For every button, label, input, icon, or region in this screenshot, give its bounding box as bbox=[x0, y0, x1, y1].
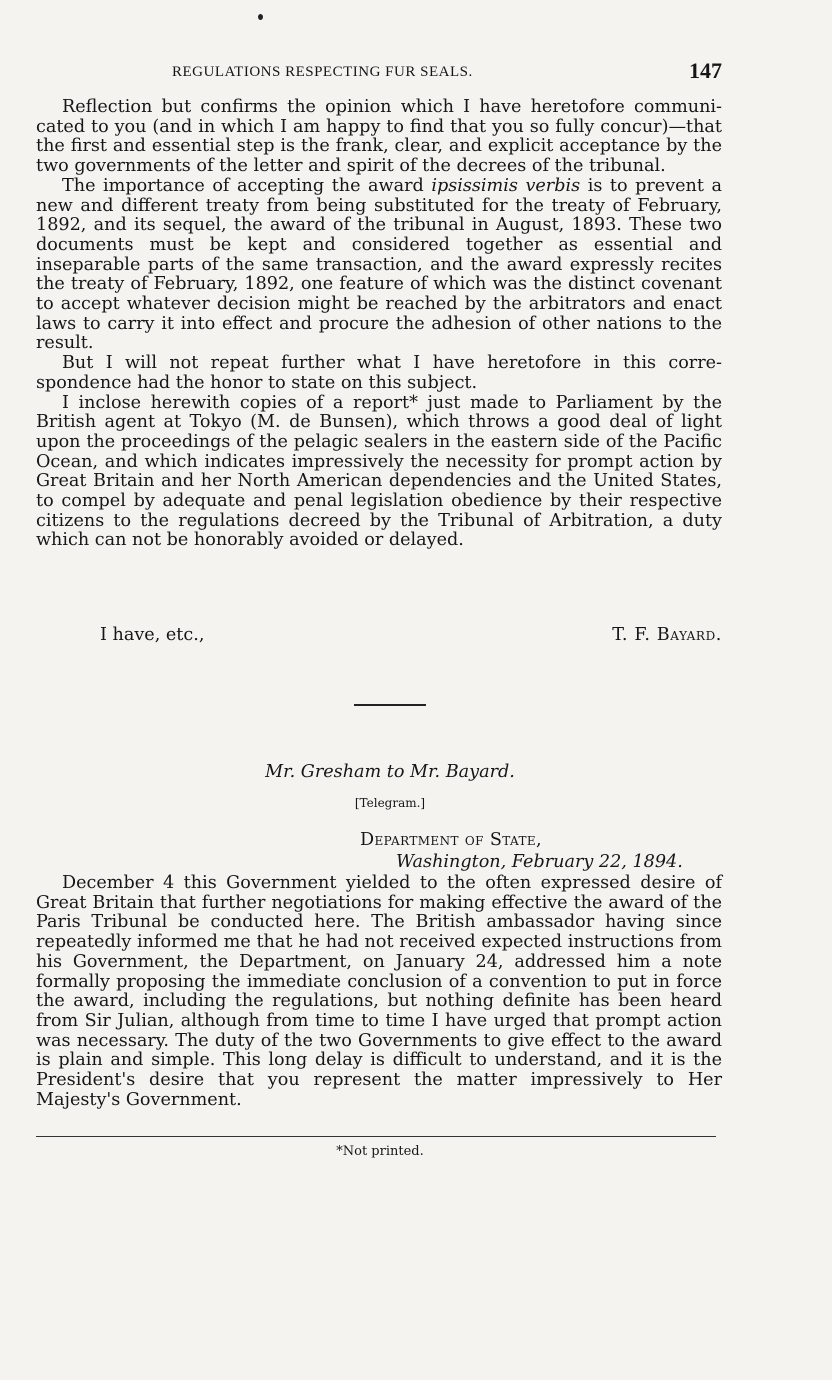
letter-one-body bbox=[36, 98, 722, 551]
department-line: Department of State, bbox=[360, 830, 542, 850]
dateline: Washington, February 22, 1894. bbox=[396, 852, 683, 872]
telegram-label: [Telegram.] bbox=[354, 796, 426, 810]
paragraph-not-repeat: But I will not repeat further what I have heretofore in this correspondence had the honor to state on this subject. bbox=[36, 353, 722, 393]
letter-two-heading: Mr. Gresham to Mr. Bayard. bbox=[265, 762, 515, 782]
signature: T. F. Bayard. bbox=[612, 625, 722, 645]
paragraph-importance: The importance of accepting the award ipsissimis verbis is to prevent a new and different treaty from being substituted for the treaty of February, 1892, and its sequel, the award of the tribunal in August, 1893. These two documents must be kept and considered together as essential and inseparable parts of the same transaction, and the award expressly recites the treaty of February, 1892, one feature of which was the distinct covenant to accept whatever decision might be reached by the arbitrators and enact laws to carry it into effect and procure the adhesion of other nations to the result. bbox=[36, 175, 723, 354]
latin-phrase: ipsissimis verbis bbox=[431, 175, 581, 196]
running-title: REGULATIONS RESPECTING FUR SEALS. bbox=[172, 64, 473, 80]
letter-one-closing bbox=[36, 625, 722, 649]
page-number: 147 bbox=[689, 58, 722, 83]
section-divider bbox=[354, 704, 426, 706]
footnote-rule bbox=[36, 1136, 716, 1137]
letter-two-body bbox=[36, 874, 722, 1110]
paragraph-inclose: I inclose herewith copies of a report* just made to Parliament by the British agent at Tokyo (M. de Bunsen), which throws a good deal of light upon the proceedings of the pelagic sealers in the eastern side of the Pacific Ocean, and which indicates impressively the necessity for prompt action by Great Britain and her North American dependencies and the United States, to compel by adequate and penal legislation obedience by their respective citizens to the regulations decreed by the Tribunal of Arbitration, a duty which can not be honorably avoided or delayed. bbox=[36, 392, 722, 551]
paragraph-telegram-body: December 4 this Government yielded to the often expressed desire of Great Britain that further negotiations for making effective the award of the Paris Tribunal be conducted here. The British ambassador having since repeatedly informed me that he had not received expected instructions from his Government, the Department, on January 24, addressed him a note formally proposing the immediate conclusion of a convention to put in force the award, including the regulations, but nothing definite has been heard from Sir Julian, although from time to time I have urged that prompt action was necessary. The duty of the two Governments to give effect to the award is plain and simple. This long delay is difficult to understand, and it is the President's desire that you represent the matter impressively to Her Majesty's Government. bbox=[36, 873, 722, 1110]
footnote: *Not printed. bbox=[336, 1144, 424, 1159]
paragraph-reflection: Reflection but confirms the opinion which I have heretofore communicated to you (and in which I am happy to find that you so fully concur)—that the first and essential step is the frank, clear, and explicit acceptance by the two governments of the letter and spirit of the decrees of the tribunal. bbox=[36, 97, 722, 177]
running-head bbox=[36, 58, 722, 92]
closing-phrase: I have, etc., bbox=[100, 625, 205, 645]
ink-speck bbox=[258, 14, 263, 20]
